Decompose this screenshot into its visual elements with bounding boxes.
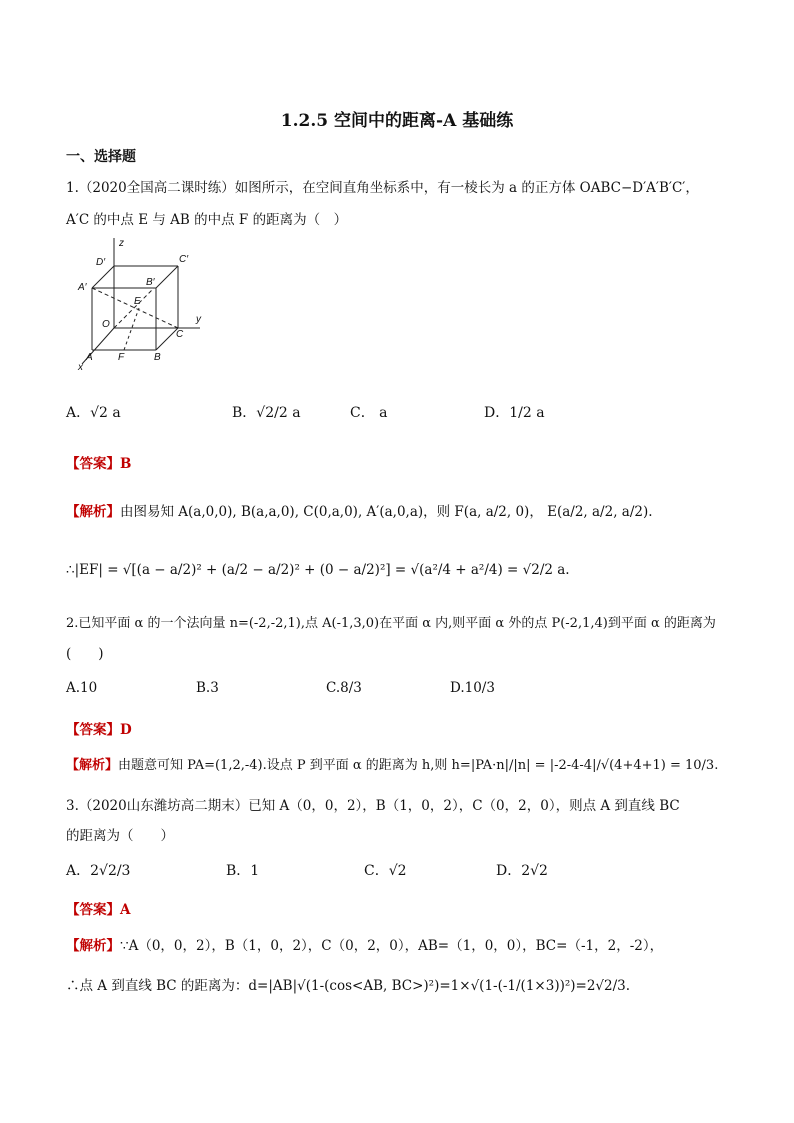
fig-label-b-prime: B′ <box>146 277 155 288</box>
q1-option-a[interactable]: A．√2 a <box>66 405 121 421</box>
q2-stem-line2: ( ) <box>66 646 104 662</box>
fig-label-e: E <box>134 296 141 307</box>
q2-answer: 【答案】D <box>66 722 132 738</box>
fig-label-x: x <box>78 362 83 373</box>
fig-label-c: C <box>176 329 184 340</box>
q2-option-b[interactable]: B.3 <box>196 680 219 696</box>
q1-option-c[interactable]: C． a <box>350 405 388 421</box>
q3-option-b[interactable]: B．1 <box>226 863 260 879</box>
q3-option-d[interactable]: D．2√2 <box>496 863 548 879</box>
cube-figure <box>74 236 214 374</box>
q3-stem-line2: 的距离为（ ） <box>66 828 174 844</box>
fig-label-c-prime: C′ <box>179 254 189 265</box>
q1-stem-line2: A′C 的中点 E 与 AB 的中点 F 的距离为（ ） <box>66 212 348 228</box>
fig-label-a-prime: A′ <box>78 282 87 293</box>
q3-stem-line1: 3.（2020山东潍坊高二期末）已知 A（0，0，2），B（1，0，2），C（0，2，0），则点 A 到直线 BC <box>66 798 680 814</box>
q3-answer: 【答案】A <box>66 902 131 918</box>
q1-answer: 【答案】B <box>66 456 132 472</box>
fig-label-o: O <box>102 319 110 330</box>
q3-option-a[interactable]: A．2√2/3 <box>66 863 131 879</box>
q3-solution-line2: ∴点 A 到直线 BC 的距离为：d=|AB|√(1-(cos<AB, BC>)²)=1×√(1-(-1/(1×3))²)=2√2/3. <box>66 978 631 994</box>
q2-option-d[interactable]: D.10/3 <box>450 680 495 696</box>
q2-solution: 【解析】由题意可知 PA=(1,2,-4).设点 P 到平面 α 的距离为 h,则 h=|PA·n|/|n| = |-2-4-4|/√(4+4+1) = 10/3. <box>66 758 719 773</box>
q1-solution-line2: ∴|EF| = √[(a − a/2)² + (a/2 − a/2)² + (0 − a/2)²] = √(a²/4 + a²/4) = √2/2 a. <box>66 562 570 578</box>
q2-stem-line1: 2.已知平面 α 的一个法向量 n=(-2,-2,1),点 A(-1,3,0)在平面 α 内,则平面 α 外的点 P(-2,1,4)到平面 α 的距离为 <box>66 616 716 631</box>
fig-label-d-prime: D′ <box>96 257 106 268</box>
page-title: 1.2.5 空间中的距离-A 基础练 <box>280 111 514 131</box>
fig-label-f: F <box>118 352 125 363</box>
section-heading: 一、选择题 <box>66 149 136 165</box>
fig-label-z: z <box>119 238 124 249</box>
fig-label-b: B <box>154 352 161 363</box>
q2-solution-text: 由题意可知 PA=(1,2,-4).设点 P 到平面 α 的距离为 h,则 h=|PA·n|/|n| = |-2-4-4|/√(4+4+1) = 10/3. <box>118 758 719 773</box>
q2-option-a[interactable]: A.10 <box>66 680 98 696</box>
q3-option-c[interactable]: C．√2 <box>364 863 407 879</box>
q1-solution-text1: 由图易知 A(a,0,0), B(a,a,0), C(0,a,0), A′(a,0,a)，则 F(a, a/2, 0)， E(a/2, a/2, a/2). <box>120 504 653 520</box>
q3-solution-text1: ∵A（0，0，2），B（1，0，2），C（0，2，0），AB=（1，0，0），BC=（-1，2，-2）， <box>120 938 664 954</box>
q1-stem-line1: 1.（2020全国高二课时练）如图所示，在空间直角坐标系中，有一棱长为 a 的正方体 OABC−D′A′B′C′， <box>66 180 699 196</box>
fig-label-y: y <box>196 314 201 325</box>
q2-option-c[interactable]: C.8/3 <box>326 680 362 696</box>
fig-label-a: A <box>86 352 93 363</box>
q1-option-d[interactable]: D．1/2 a <box>484 405 545 421</box>
q1-option-b[interactable]: B．√2/2 a <box>232 405 301 421</box>
q1-solution-line1: 【解析】由图易知 A(a,0,0), B(a,a,0), C(0,a,0), A′(a,0,a)，则 F(a, a/2, 0)， E(a/2, a/2, a/2). <box>66 504 653 520</box>
q3-solution-line1: 【解析】∵A（0，0，2），B（1，0，2），C（0，2，0），AB=（1，0，0），BC=（-1，2，-2）， <box>66 938 664 954</box>
